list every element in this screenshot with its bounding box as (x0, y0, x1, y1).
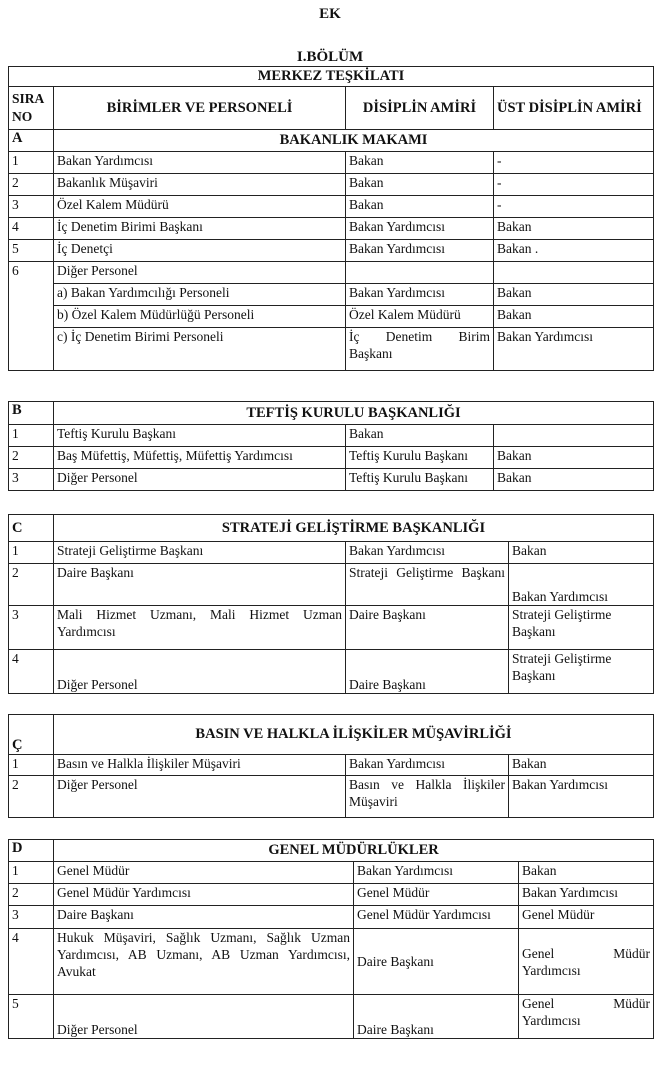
row-amir: Genel Müdür Yardımcısı (354, 906, 519, 929)
row-amir: Daire Başkanı (346, 650, 509, 694)
row-amir: Bakan (346, 196, 494, 218)
row-no: 2 (9, 776, 54, 818)
row-amir: Bakan Yardımcısı (354, 862, 519, 884)
row-unit: Bakanlık Müşaviri (54, 174, 346, 196)
row-amir: Daire Başkanı (354, 929, 519, 995)
row-unit: Basın ve Halkla İlişkiler Müşaviri (54, 755, 346, 776)
header-ust-disiplin-amiri: ÜST DİSİPLİN AMİRİ (494, 87, 654, 130)
table-row (9, 906, 654, 929)
subrow-ust-amir: Bakan (494, 284, 654, 306)
row-amir: Daire Başkanı (346, 606, 509, 650)
table-basin-halkla-iliskiler (8, 714, 654, 818)
section-title: STRATEJİ GELİŞTİRME BAŞKANLIĞI (54, 515, 654, 542)
table-row (9, 884, 654, 906)
row-no: 1 (9, 542, 54, 564)
row-unit: Diğer Personel (54, 650, 346, 694)
table-row (9, 929, 654, 995)
row-unit: Hukuk Müşaviri, Sağlık Uzmanı, Sağlık Uzman Yardımcısı, AB Uzmanı, AB Uzman Yardımcısı, Avukat (54, 929, 354, 995)
table-strateji-gelistirme (8, 514, 654, 694)
row-amir: Bakan (346, 152, 494, 174)
row-amir: Bakan Yardımcısı (346, 755, 509, 776)
part-title: I.BÖLÜM (296, 49, 364, 65)
subrow-unit: b) Özel Kalem Müdürlüğü Personeli (54, 306, 346, 328)
table-row (9, 564, 654, 606)
table-row (9, 447, 654, 469)
row-ust-amir: Genel Müdür (519, 906, 654, 929)
header-disiplin-amiri: DİSİPLİN AMİRİ (346, 87, 494, 130)
row-ust-amir: Bakan (494, 447, 654, 469)
table-row (9, 650, 654, 694)
annex-title: EK (319, 6, 341, 22)
table-row (9, 425, 654, 447)
section-code: A (9, 130, 54, 152)
row-unit: İç Denetim Birimi Başkanı (54, 218, 346, 240)
table-genel-mudurlukler (8, 839, 654, 1039)
row-no: 1 (9, 425, 54, 447)
row-ust-amir: Genel Müdür Yardımcısı (519, 929, 654, 995)
row-no: 3 (9, 196, 54, 218)
row-unit: Genel Müdür Yardımcısı (54, 884, 354, 906)
row-ust-amir (494, 425, 654, 447)
row-unit: İç Denetçi (54, 240, 346, 262)
section-title: GENEL MÜDÜRLÜKLER (54, 840, 654, 862)
row-ust-amir: Bakan Yardımcısı (509, 564, 654, 606)
row-no: 1 (9, 862, 54, 884)
row-ust-amir: - (494, 174, 654, 196)
row-ust-amir: Bakan (494, 218, 654, 240)
row-no: 4 (9, 218, 54, 240)
row-ust-amir: Strateji Geliştirme Başkanı (509, 650, 654, 694)
row-amir: Genel Müdür (354, 884, 519, 906)
section-code: Ç (9, 715, 54, 755)
row-no: 1 (9, 755, 54, 776)
row-no: 2 (9, 884, 54, 906)
row-ust-amir: Bakan Yardımcısı (509, 776, 654, 818)
table-row (9, 240, 654, 262)
table-row (9, 755, 654, 776)
row-ust-amir: Bakan (519, 862, 654, 884)
row-amir: Daire Başkanı (354, 995, 519, 1039)
section-code: C (9, 515, 54, 542)
row-unit: Daire Başkanı (54, 906, 354, 929)
row-no: 6 (9, 262, 54, 371)
row-amir: Teftiş Kurulu Başkanı (346, 447, 494, 469)
row-no: 2 (9, 564, 54, 606)
table-row (9, 196, 654, 218)
row-ust-amir: - (494, 152, 654, 174)
row-unit: Diğer Personel (54, 469, 346, 491)
table-subrow (9, 284, 654, 306)
row-amir: Bakan (346, 174, 494, 196)
subrow-ust-amir: Bakan (494, 306, 654, 328)
table-row (9, 542, 654, 564)
subrow-amir: Özel Kalem Müdürü (346, 306, 494, 328)
row-amir: Bakan (346, 425, 494, 447)
table-row (9, 862, 654, 884)
row-no: 3 (9, 469, 54, 491)
subrow-unit: a) Bakan Yardımcılığı Personeli (54, 284, 346, 306)
row-ust-amir: Bakan . (494, 240, 654, 262)
row-ust-amir: - (494, 196, 654, 218)
section-title: BASIN VE HALKLA İLİŞKİLER MÜŞAVİRLİĞİ (54, 715, 654, 755)
row-amir: Teftiş Kurulu Başkanı (346, 469, 494, 491)
row-amir: Bakan Yardımcısı (346, 542, 509, 564)
row-ust-amir: Genel Müdür Yardımcısı (519, 995, 654, 1039)
row-unit: Diğer Personel (54, 776, 346, 818)
row-unit: Diğer Personel (54, 262, 346, 284)
subrow-ust-amir: Bakan Yardımcısı (494, 328, 654, 371)
row-amir (346, 262, 494, 284)
row-unit: Strateji Geliştirme Başkanı (54, 542, 346, 564)
row-ust-amir: Bakan (509, 542, 654, 564)
section-title: BAKANLIK MAKAMI (54, 130, 654, 152)
row-amir: Strateji Geliştirme Başkanı (346, 564, 509, 606)
header-sira-no: SIRA NO (9, 87, 54, 130)
row-unit: Daire Başkanı (54, 564, 346, 606)
table-row (9, 218, 654, 240)
row-ust-amir (494, 262, 654, 284)
row-ust-amir: Strateji Geliştirme Başkanı (509, 606, 654, 650)
section-code: D (9, 840, 54, 862)
row-unit: Özel Kalem Müdürü (54, 196, 346, 218)
organization-title: MERKEZ TEŞKİLATI (9, 67, 654, 87)
subrow-amir: Bakan Yardımcısı (346, 284, 494, 306)
row-no: 5 (9, 995, 54, 1039)
row-no: 4 (9, 650, 54, 694)
row-unit: Diğer Personel (54, 995, 354, 1039)
table-row (9, 262, 654, 284)
section-code: B (9, 402, 54, 425)
table-row (9, 776, 654, 818)
subrow-unit: c) İç Denetim Birimi Personeli (54, 328, 346, 371)
table-row (9, 995, 654, 1039)
section-title: TEFTİŞ KURULU BAŞKANLIĞI (54, 402, 654, 425)
row-unit: Baş Müfettiş, Müfettiş, Müfettiş Yardımcısı (54, 447, 346, 469)
row-no: 2 (9, 174, 54, 196)
row-unit: Mali Hizmet Uzmanı, Mali Hizmet Uzman Yardımcısı (54, 606, 346, 650)
table-subrow (9, 328, 654, 371)
row-no: 5 (9, 240, 54, 262)
table-row (9, 152, 654, 174)
subrow-amir: İç Denetim Birim Başkanı (346, 328, 494, 371)
row-amir: Basın ve Halkla İlişkiler Müşaviri (346, 776, 509, 818)
row-unit: Bakan Yardımcısı (54, 152, 346, 174)
table-row (9, 469, 654, 491)
row-ust-amir: Bakan Yardımcısı (519, 884, 654, 906)
table-subrow (9, 306, 654, 328)
row-amir: Bakan Yardımcısı (346, 218, 494, 240)
row-no: 3 (9, 606, 54, 650)
table-row (9, 174, 654, 196)
header-birimler: BİRİMLER VE PERSONELİ (54, 87, 346, 130)
table-bakanlik-makami (8, 66, 654, 371)
row-ust-amir: Bakan (509, 755, 654, 776)
table-row (9, 606, 654, 650)
row-amir: Bakan Yardımcısı (346, 240, 494, 262)
row-no: 1 (9, 152, 54, 174)
row-no: 4 (9, 929, 54, 995)
row-ust-amir: Bakan (494, 469, 654, 491)
row-no: 2 (9, 447, 54, 469)
row-unit: Genel Müdür (54, 862, 354, 884)
row-no: 3 (9, 906, 54, 929)
table-teftis-kurulu (8, 401, 654, 491)
row-unit: Teftiş Kurulu Başkanı (54, 425, 346, 447)
